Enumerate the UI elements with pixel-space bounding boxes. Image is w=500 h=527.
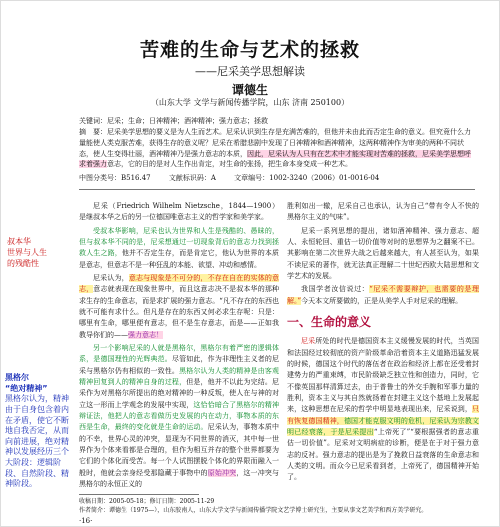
margin-note-hegel xyxy=(5,373,69,490)
body-column-left xyxy=(79,201,279,492)
margin-note-hegel-body: 黑格尔认为，精神由于自身包含着内在矛盾，使它不断地自我否定，从而向前进展，绝对精神以发展经历三个大阶段：逻辑阶段、自然阶段、精神阶段。 xyxy=(5,394,69,489)
document-code: 文献标识码：A xyxy=(168,174,216,182)
paragraph: 我国学者汝信说过：“尼采不需要辩护，也需要的是理解。”今天本文所要做的，正是从美学人手对尼采的理解。 xyxy=(287,285,479,305)
article-title: 苦难的生命与艺术的拯救 xyxy=(139,39,360,61)
margin-note-hegel-title: 黑格尔 “绝对精神” xyxy=(5,373,48,393)
page-number: ·16· xyxy=(79,517,93,525)
paragraph: 尼采所处的时代是德国资本主义缓慢发展的时代，当英国和法国经过较彻底的资产阶级革命沿着资本主义道路迅猛发展的时候，德国这个时代的落伍者在政治和经济上都在还受着封建势力的严重束缚，市民阶级缺乏独立性和创造力，同时，它不像英国那样清算过去，由于普鲁士的外交手腕和军事力量的胜利，资本主义与其自然就扬着在封建主义这个基地上发展起来，这种思想在尼采的哲学中明显地表现出来，尼采说到，只有恢复德国精神，德国才能克服文明的危机，尼采认为宗教文明已经衰落，于是尼采提出“上帝死了”“要根据强者的意志重估一切价值”。尼采对文明病症的诊断，便是在于对于强力意志的反衬。强力意志的提出是为了挽救日益衰落的生命意志和人类的文明。而众今已尼采看到者，上帝死了，德国精神开始了。 xyxy=(287,337,480,482)
section-heading: 一、生命的意义 xyxy=(287,314,372,329)
received-date: 收稿日期：2005-05-18；修订日期：2005-11-29 xyxy=(79,498,215,505)
author-bio: 作者简介：谭德生（1975—），山东胶南人，山东大学文学与新闻传播学院文艺学博士研究生，主要从事文艺美学和西方美学研究。 xyxy=(79,507,428,515)
article-number: 文章编号：1002-3240（2006）01-0016-04 xyxy=(234,174,380,182)
meta-divider xyxy=(79,189,475,190)
clc-number: 中图分类号：B516.47 xyxy=(79,174,151,182)
paragraph: 尼采一系列思想的提出，诸如酒神精神、强力意志、超人、永恒轮回、重估一切价值等对时的思想界为之翻案不已。其影响在第二次世界大战之后越来越大，有人甚至认为，如果不读尼采的著作，就无法真正理解二十世纪西欧大陆思想和文学艺术的发展。 xyxy=(287,226,479,280)
paragraph: 尼采（Friedrich Wilhelm Nietzsche，1844—1900）是继叔本华之后的另一位德国唯意志主义的哲学家和美学家。 xyxy=(79,202,279,222)
footnote-block xyxy=(79,497,475,516)
paragraph: 尼采认为，意志与现象是不可分的，不存在自在的实体的意志，意志就表现在现象世界中，而且这意志决不是叔本华的那种求生存的生命意志，而是求扩展的强力意志。“凡不存在的东西也就不可能有求什么。但凡是存在的东西又何必求生存呢：只是：哪里有生命，哪里便有意志，但不是生存意志，而是——正如我教导你们的——强力意志！ xyxy=(79,273,280,339)
paragraph: 受叔本华影响，尼采也认为世界和人生是残酷的、愚昧的，但与叔本华不同的是，尼采想通过一切现象背后的意志力找到拯救人生之路，他并不否定生存，而是肯定它，他认为世界的本质是意志，但意志不是一种狂乱的本能、欲望、冲动和感情。 xyxy=(79,226,280,269)
abstract-block xyxy=(79,116,475,170)
abstract-text-before: 摘 要：尼采美学思想的要义是为人生而艺术。尼采认识到生存是充满苦难的，但他并未由此而否定生命的意义。但究竟什么力量能使人类克服苦难，获得生存的意义呢？尼采在希腊悲剧中发现了日神精神和酒神精神，这两种精神作为审美的两种不同状态，使人生变得壮丽，酒神精神乃是强力意志的本质， xyxy=(79,127,471,158)
article-author: 谭德生 xyxy=(231,83,268,97)
keywords-line: 关键词：尼采；生命；日神精神；酒神精神；强力意志；拯救 xyxy=(79,117,268,125)
abstract-highlight: 因此，尼采认为人只有在艺术中才能实现对苦难的拯救，尼采美学思想呼求着强力 xyxy=(79,149,471,169)
classification-meta xyxy=(79,173,475,183)
abstract-text-after: 意志，它的目的是对人生作出肯定，对生命的张扬，把生命本身变成一种艺术。 xyxy=(107,160,352,169)
paragraph: 胜利如出一辙，尼采自己也承认，认为自己“带有令人不快的黑格尔主义的气味”。 xyxy=(287,202,479,222)
footer-divider xyxy=(79,494,199,495)
author-affiliation: （山东大学 文学与新闻传播学院，山东 济南 250100） xyxy=(150,98,350,107)
article-subtitle: ——尼采美学思想解读 xyxy=(195,65,305,78)
margin-note-schopenhauer: 叔本华 世界与人生 的残酷性 xyxy=(7,237,47,268)
body-column-right xyxy=(287,201,479,486)
paragraph: 另一个影响尼采的人就是黑格尔，黑格尔有着严密的逻辑体系，是德国理性的光辉典范。尽管如此，作为非理性主义者的尼采与黑格尔仍有相似的一致性。黑格尔认为人类的精神是由客观精神回复到人的精神自身的过程，但是，他并不以此为完结。尼采作为对黑格尔所提出的绝对精神的一种反叛，使人在与神的对立这一形而上学观念的发展中实现，这恰恰暗合了黑格尔的精神辩证法，他把人的意志看做历史发展的内在动力，事物本质的东西是生命，最终的变化就是生命的运动。尼采认为，事物本质中的不幸，世界心灵的冲突，显现为不同世界的消灭，其中每一世界作为个体来看都是合理的，但作为相互并存的整个世界都要为它们的个体化而受苦。每一个人试图摆脱个体化的界限而融入一般时，他就会亲身经受那隐藏于事物中的原始冲突，这一冲突与黑格尔的永恒正义的 xyxy=(79,343,280,488)
abstract-text xyxy=(79,127,475,170)
